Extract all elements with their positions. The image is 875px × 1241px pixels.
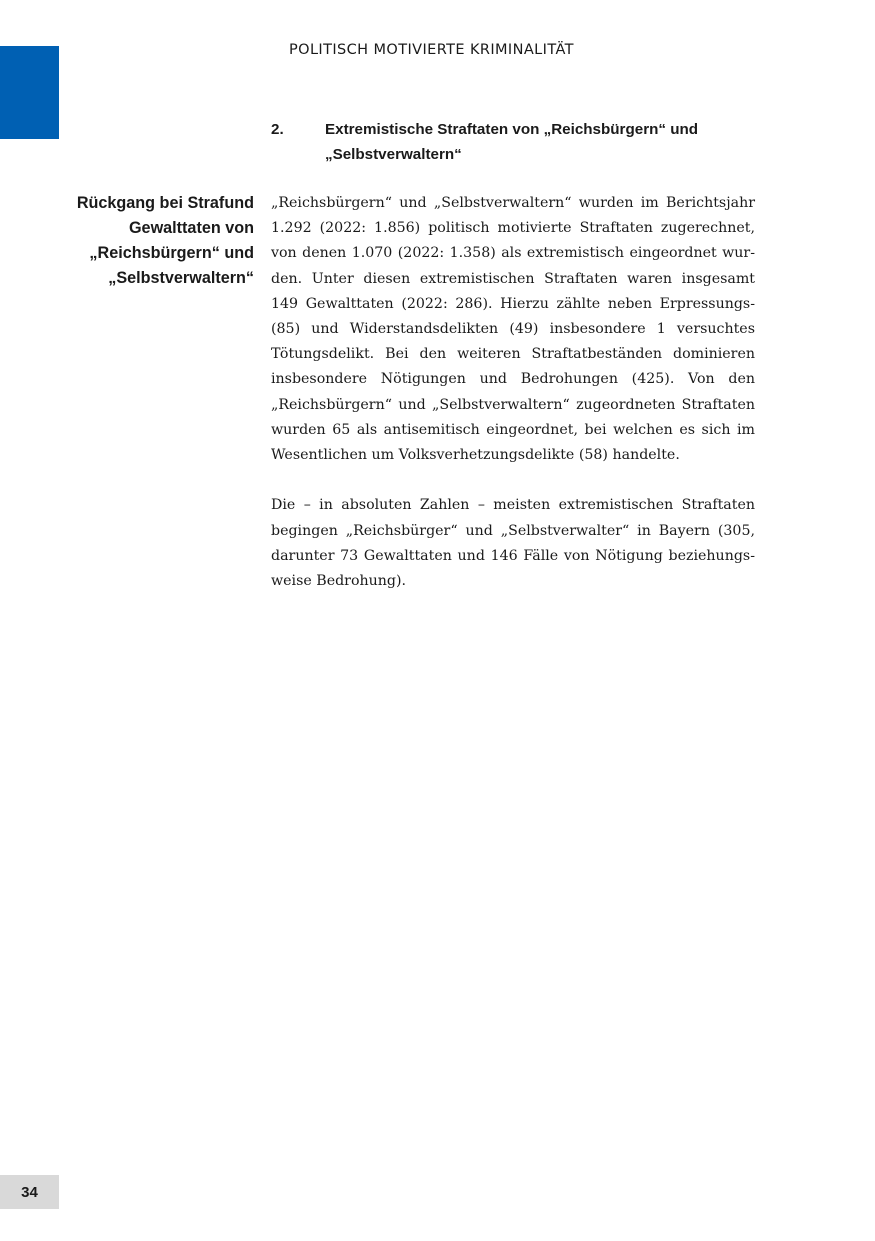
paragraph: „Reichsbürgern“ und „Selbstverwaltern“ wurden im Berichtsjahr 1.292 (2022: 1.856) politisch motivierte Straftaten zugerechnet, von denen 1.070 (2022: 1.358) als extremistisch eingeordnet wurden. Unter diesen extremistischen Straftaten waren insgesamt 149 Gewalttaten (2022: 286). Hierzu zählte neben Erpressungs- (85) und Widerstandsdelikten (49) insbesondere 1 versuchtes Tötungsdelikt. Bei den weiteren Straftatbeständen dominieren insbesondere Nötigungen und Bedrohungen (425). Von den „Reichsbürgern“ und „Selbstverwaltern“ zugeordneten Straftaten wurden 65 als antisemitisch eingeordnet, bei welchen es sich im Wesentlichen um Volksverhetzungsdelikte (58) handelte. — [271, 195, 755, 464]
margin-note: Rückgang bei Strafund Gewalttaten von „Reichsbürgern“ und „Selbstverwaltern“ — [76, 194, 254, 287]
body-text — [271, 191, 755, 619]
running-header: POLITISCH MOTIVIERTE KRIMINALITÄT — [289, 42, 574, 58]
page-number: 34 — [0, 1175, 59, 1209]
section-heading — [271, 117, 741, 167]
section-title: Extremistische Straftaten von „Reichsbürgern“ und „Selbstverwaltern“ — [325, 121, 699, 163]
section-number: 2. — [271, 121, 284, 138]
chapter-color-tab — [0, 46, 59, 139]
paragraph: Die – in absoluten Zahlen – meisten extremistischen Straftaten begingen „Reichsbürger“ und „Selbstverwalter“ in Bayern (305, darunter 73 Gewalttaten und 146 Fälle von Nötigung beziehungsweise Bedrohung). — [271, 497, 755, 590]
